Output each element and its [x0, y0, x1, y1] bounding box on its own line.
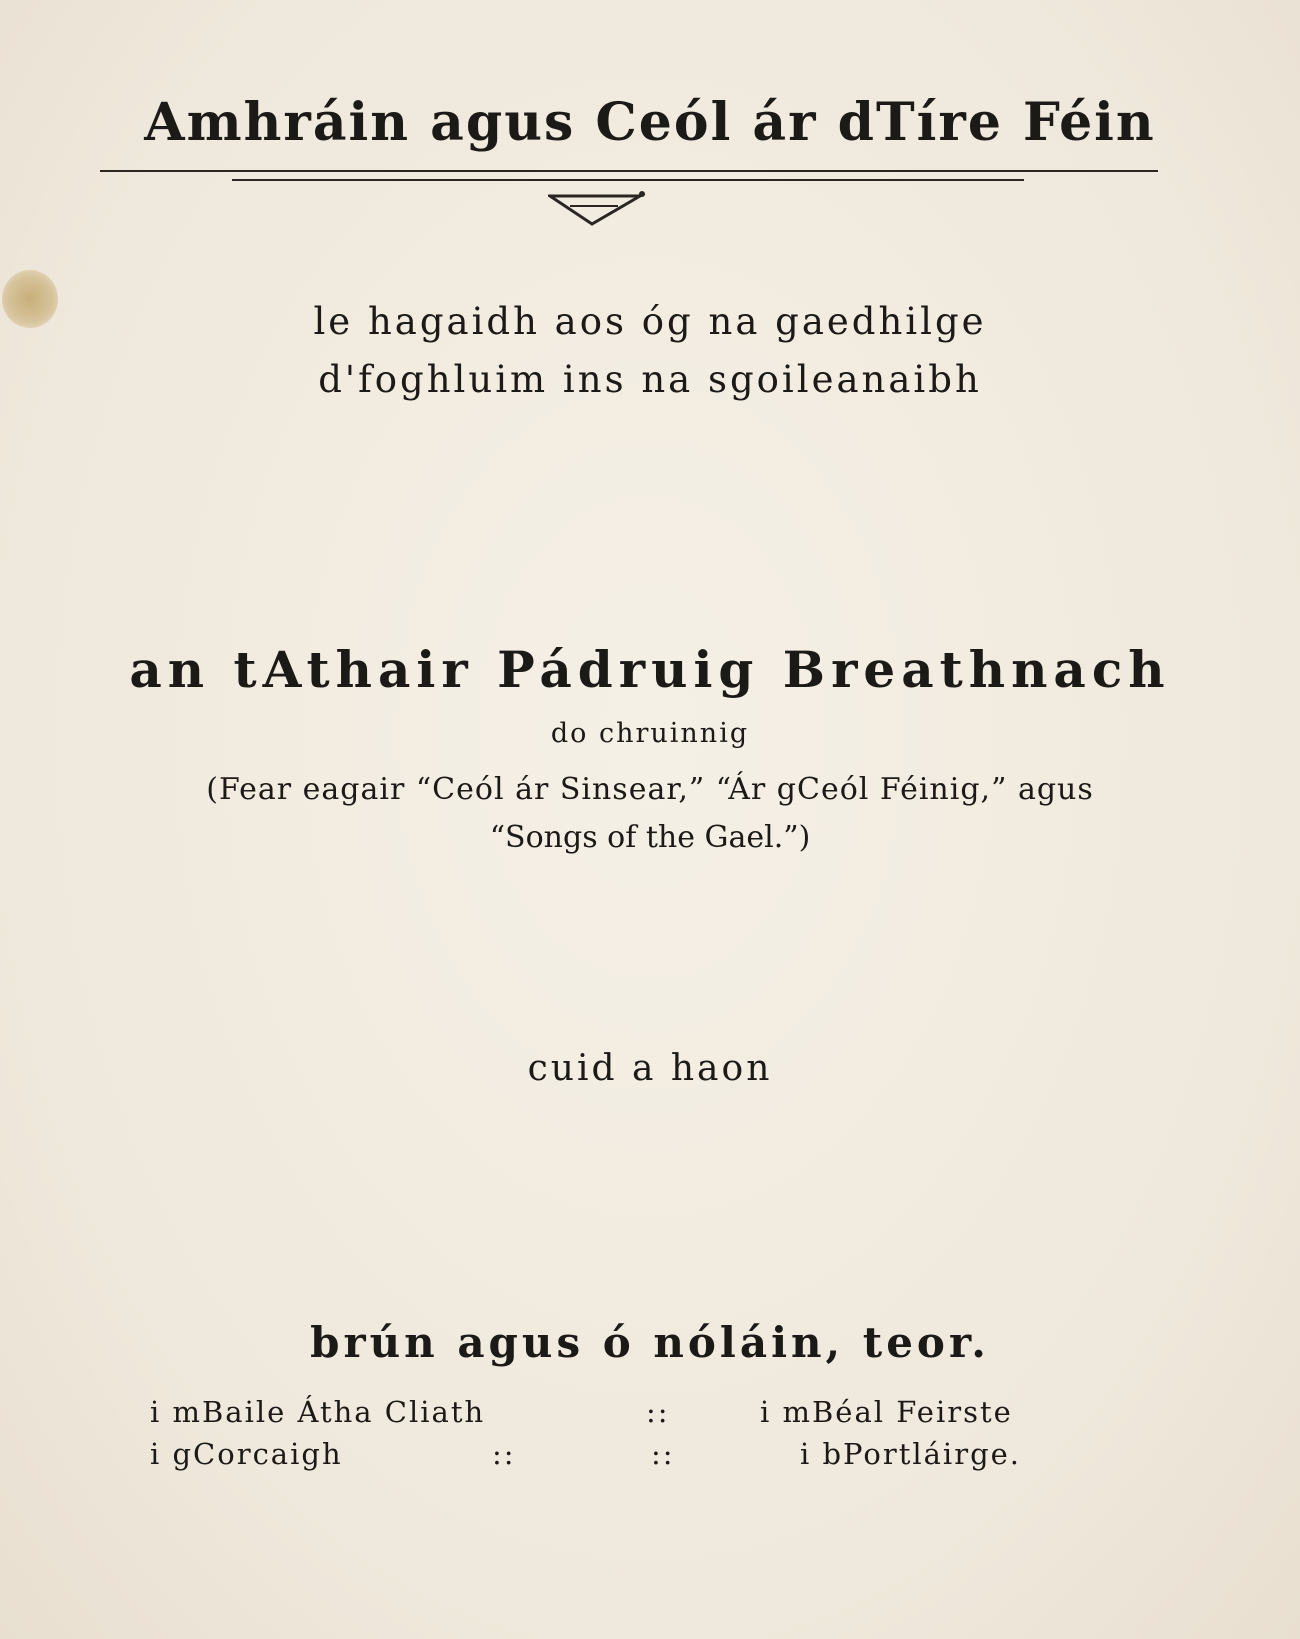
editor-note-line-2: “Songs of the Gael.”): [489, 820, 811, 855]
location-separator: ::: [651, 1437, 675, 1471]
location-waterford: i bPortláirge.: [800, 1437, 1022, 1471]
ornament-icon: [548, 190, 648, 230]
editor-note-line-1: (Fear eagair “Ceól ár Sinsear,” “Ár gCeól Féinig,” agus: [206, 772, 1094, 807]
compiled-by: do chruinnig: [550, 718, 750, 749]
publisher-name: brún agus ó nóláin, teor.: [310, 1318, 990, 1367]
part-number: cuid a haon: [527, 1048, 773, 1089]
subtitle-line-2: d'foghluim ins na sgoileanaibh: [318, 358, 982, 401]
location-cork: i gCorcaigh: [150, 1437, 343, 1471]
author-name: an tAthair Pádruig Breathnach: [129, 640, 1171, 699]
location-dublin: i mBaile Átha Cliath: [150, 1395, 486, 1429]
subtitle-line-1: le hagaidh aos óg na gaedhilge: [313, 300, 987, 343]
location-belfast: i mBéal Feirste: [760, 1395, 1013, 1429]
location-separator: ::: [646, 1395, 670, 1429]
book-title: Amhráin agus Ceól ár dTíre Féin: [144, 92, 1156, 153]
title-rule-bottom: [232, 179, 1024, 181]
title-rule-top: [100, 170, 1158, 172]
location-separator: ::: [492, 1437, 516, 1471]
